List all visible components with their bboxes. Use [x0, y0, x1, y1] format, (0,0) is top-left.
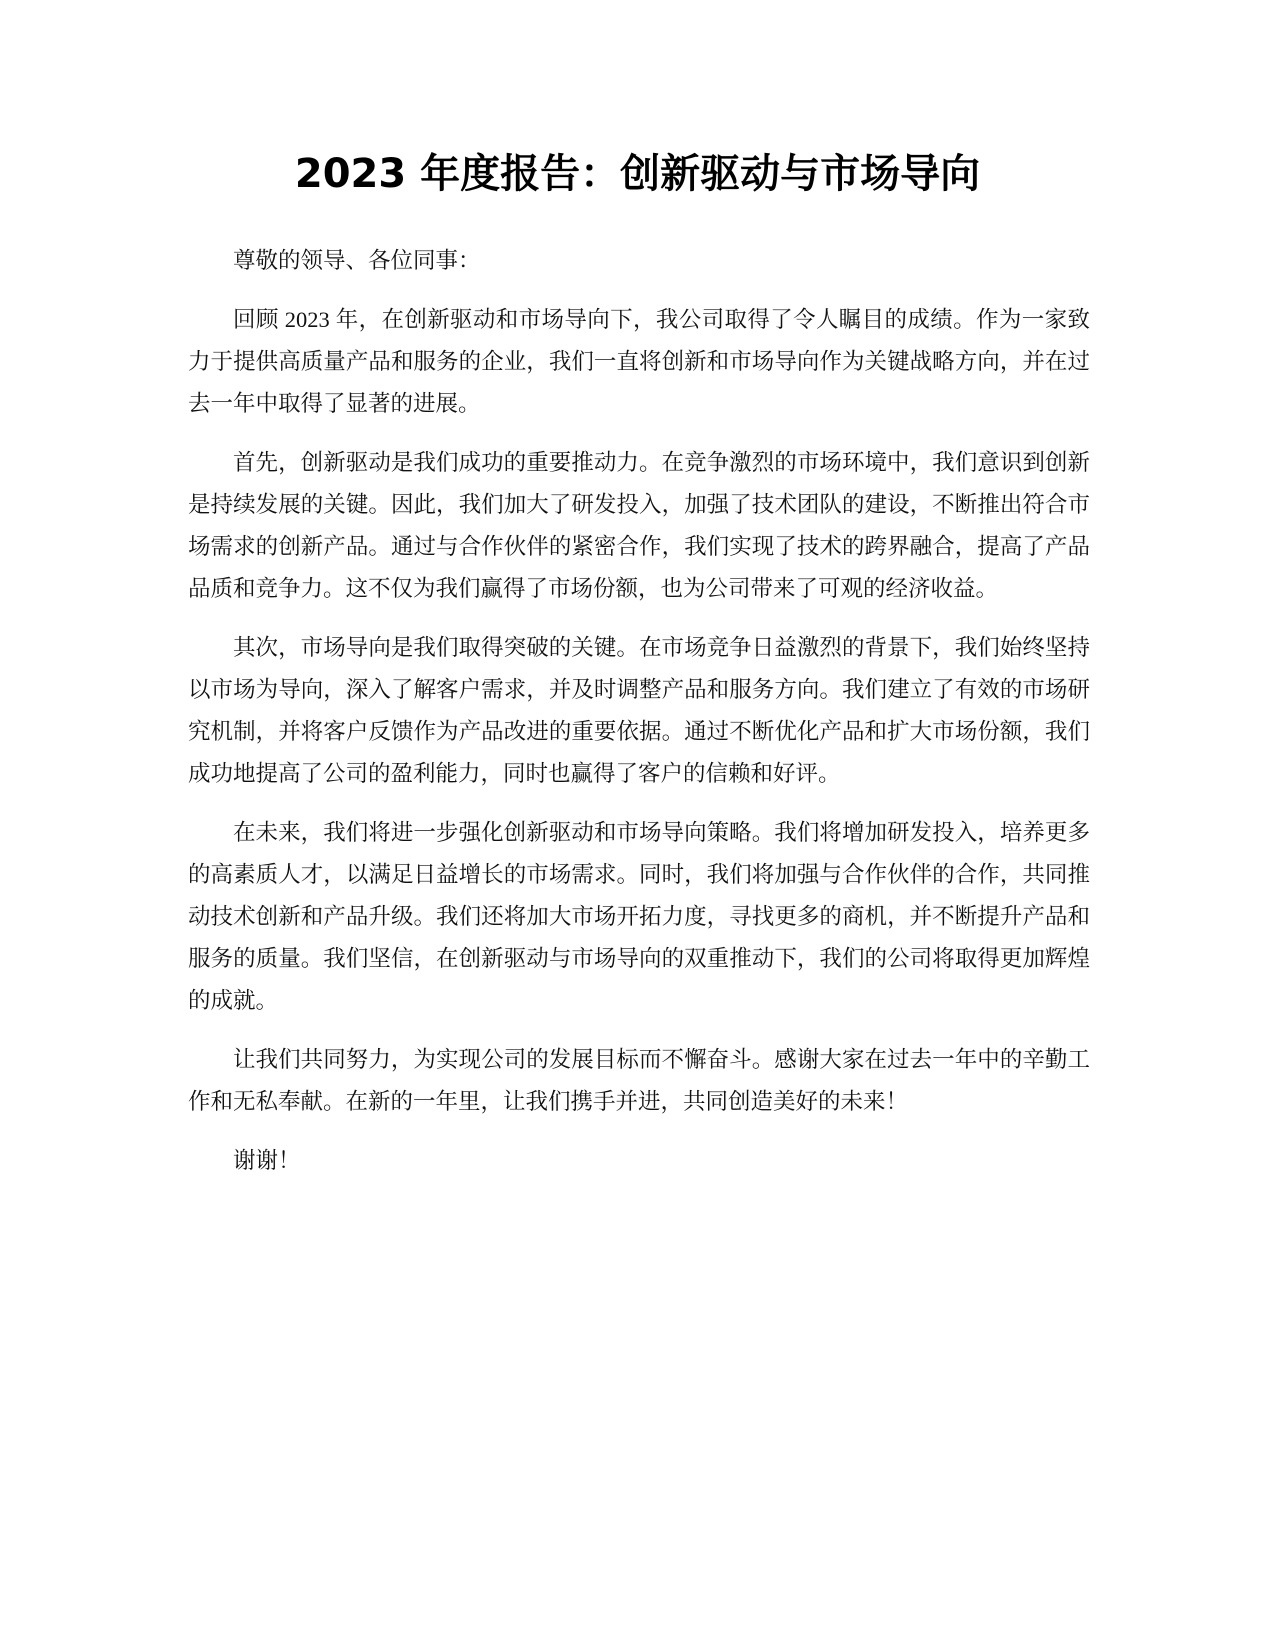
market-paragraph: 其次，市场导向是我们取得突破的关键。在市场竞争日益激烈的背景下，我们始终坚持以市场为导向，深入了解客户需求，并及时调整产品和服务方向。我们建立了有效的市场研究机制，并将客户反馈作为产品改进的重要依据。通过不断优化产品和扩大市场份额，我们成功地提高了公司的盈利能力，同时也赢得了客户的信赖和好评。	[188, 635, 1090, 786]
future-paragraph: 在未来，我们将进一步强化创新驱动和市场导向策略。我们将增加研发投入，培养更多的高素质人才，以满足日益增长的市场需求。同时，我们将加强与合作伙伴的合作，共同推动技术创新和产品升级。我们还将加大市场开拓力度，寻找更多的商机，并不断提升产品和服务的质量。我们坚信，在创新驱动与市场导向的双重推动下，我们的公司将取得更加辉煌的成就。	[188, 820, 1090, 1013]
innovation-paragraph: 首先，创新驱动是我们成功的重要推动力。在竞争激烈的市场环境中，我们意识到创新是持续发展的关键。因此，我们加大了研发投入，加强了技术团队的建设，不断推出符合市场需求的创新产品。通过与合作伙伴的紧密合作，我们实现了技术的跨界融合，提高了产品品质和竞争力。这不仅为我们赢得了市场份额，也为公司带来了可观的经济收益。	[188, 450, 1090, 601]
salutation-paragraph: 尊敬的领导、各位同事：	[233, 248, 481, 273]
thanks-paragraph: 谢谢！	[233, 1148, 301, 1173]
closing-paragraph: 让我们共同努力，为实现公司的发展目标而不懈奋斗。感谢大家在过去一年中的辛勤工作和无私奉献。在新的一年里，让我们携手并进，共同创造美好的未来！	[188, 1047, 1090, 1114]
document-title: 2023 年度报告：创新驱动与市场导向	[294, 151, 981, 197]
document-body	[188, 240, 1090, 1199]
review-paragraph: 回顾 2023 年，在创新驱动和市场导向下，我公司取得了令人瞩目的成绩。作为一家致力于提供高质量产品和服务的企业，我们一直将创新和市场导向作为关键战略方向，并在过去一年中取得了显著的进展。	[188, 307, 1090, 416]
